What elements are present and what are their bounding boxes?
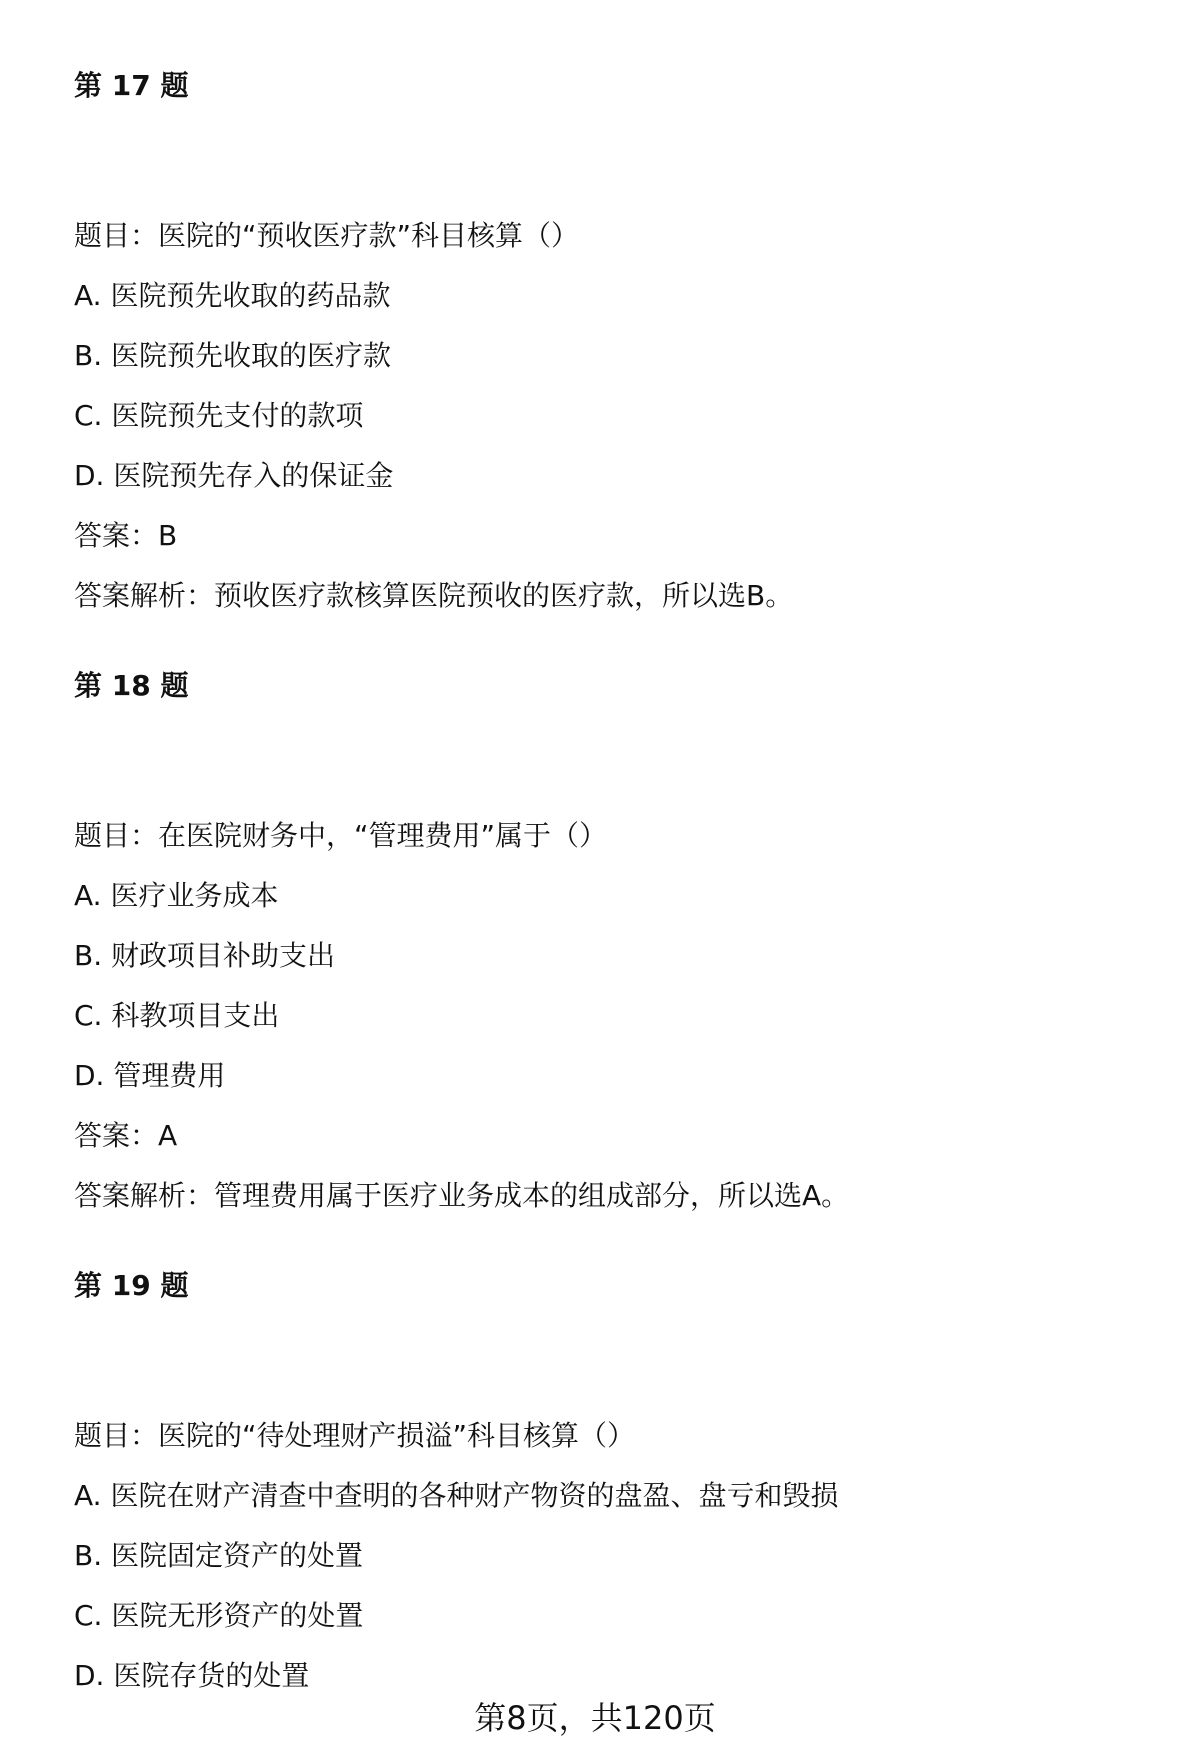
question-17-answer: 答案：B: [74, 519, 178, 552]
question-19-option-b: B. 医院固定资产的处置: [74, 1539, 364, 1572]
question-18-option-a: A. 医疗业务成本: [74, 879, 279, 912]
question-19-option-a: A. 医院在财产清查中查明的各种财产物资的盘盈、盘亏和毁损: [74, 1479, 839, 1512]
question-19-option-d: D. 医院存货的处置: [74, 1659, 310, 1692]
question-17-heading: 第 17 题: [74, 69, 189, 102]
question-19-option-c: C. 医院无形资产的处置: [74, 1599, 364, 1632]
question-19-heading: 第 19 题: [74, 1269, 189, 1302]
question-17-stem: 题目：医院的“预收医疗款”科目核算（）: [74, 219, 580, 252]
question-18-heading: 第 18 题: [74, 669, 189, 702]
question-17-option-c: C. 医院预先支付的款项: [74, 399, 364, 432]
question-18-stem: 题目：在医院财务中，“管理费用”属于（）: [74, 819, 608, 852]
question-17-option-b: B. 医院预先收取的医疗款: [74, 339, 392, 372]
question-17-option-a: A. 医院预先收取的药品款: [74, 279, 391, 312]
question-19-stem: 题目：医院的“待处理财产损溢”科目核算（）: [74, 1419, 636, 1452]
question-18-answer: 答案：A: [74, 1119, 178, 1152]
question-17-analysis: 答案解析：预收医疗款核算医院预收的医疗款，所以选B。: [74, 579, 794, 612]
page-number: 第8页，共120页: [474, 1699, 716, 1737]
question-18-analysis: 答案解析：管理费用属于医疗业务成本的组成部分，所以选A。: [74, 1179, 850, 1212]
question-17-option-d: D. 医院预先存入的保证金: [74, 459, 394, 492]
question-18-option-b: B. 财政项目补助支出: [74, 939, 336, 972]
question-18-option-d: D. 管理费用: [74, 1059, 226, 1092]
question-18-option-c: C. 科教项目支出: [74, 999, 280, 1032]
